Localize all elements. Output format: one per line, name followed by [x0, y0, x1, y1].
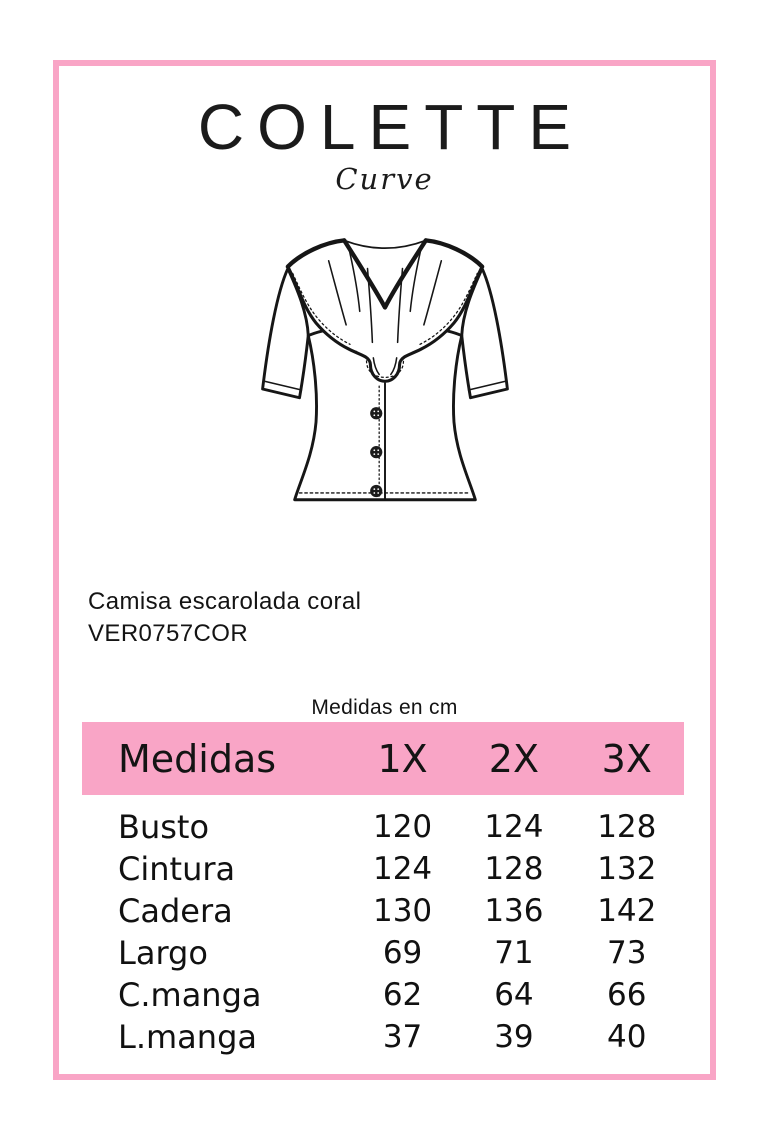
row-value: 66: [607, 977, 647, 1013]
row-value: 73: [607, 935, 647, 971]
table-row-cintura: [82, 848, 684, 890]
ruffled-blouse-icon: [249, 212, 521, 533]
row-value: 128: [484, 851, 544, 887]
row-value: 136: [484, 893, 544, 929]
row-value: 39: [494, 1019, 534, 1055]
brand-tagline: Curve: [335, 162, 434, 196]
row-value: 69: [382, 935, 423, 971]
table-row-cadera: [82, 890, 684, 932]
row-label: Cintura: [118, 850, 236, 888]
row-value: 40: [607, 1019, 647, 1055]
pink-frame: [53, 60, 716, 1080]
size-column-3x: 3X: [601, 736, 652, 781]
product-sku: VER0757COR: [88, 620, 249, 647]
row-value: 37: [382, 1019, 423, 1055]
table-row-busto: [82, 806, 684, 848]
row-label: Largo: [118, 934, 208, 972]
row-label: C.manga: [118, 976, 262, 1014]
table-row-largo: [82, 932, 684, 974]
product-name: Camisa escarolada coral: [88, 588, 362, 615]
row-value: 62: [382, 977, 423, 1013]
size-column-1x: 1X: [377, 736, 428, 781]
row-label: L.manga: [118, 1018, 257, 1056]
table-caption: Medidas en cm: [311, 696, 458, 719]
row-value: 124: [372, 851, 433, 887]
product-info: [88, 586, 361, 650]
size-table-body: [82, 806, 684, 1058]
row-value: 132: [597, 851, 657, 887]
table-row-lmanga: [82, 1016, 684, 1058]
size-column-2x: 2X: [488, 736, 540, 781]
row-value: 124: [484, 809, 544, 845]
table-row-cmanga: [82, 974, 684, 1016]
row-value: 64: [494, 977, 534, 1013]
row-label: Busto: [118, 808, 210, 846]
row-value: 142: [597, 893, 657, 929]
row-value: 71: [494, 935, 534, 971]
row-label: Cadera: [118, 892, 233, 930]
row-value: 120: [372, 809, 433, 845]
brand-logo: COLETTE: [197, 91, 585, 163]
size-table-header: [82, 722, 684, 795]
row-value: 130: [372, 893, 433, 929]
header-label: Medidas: [118, 736, 277, 781]
blouse-illustration: [249, 212, 521, 533]
row-value: 128: [597, 809, 657, 845]
